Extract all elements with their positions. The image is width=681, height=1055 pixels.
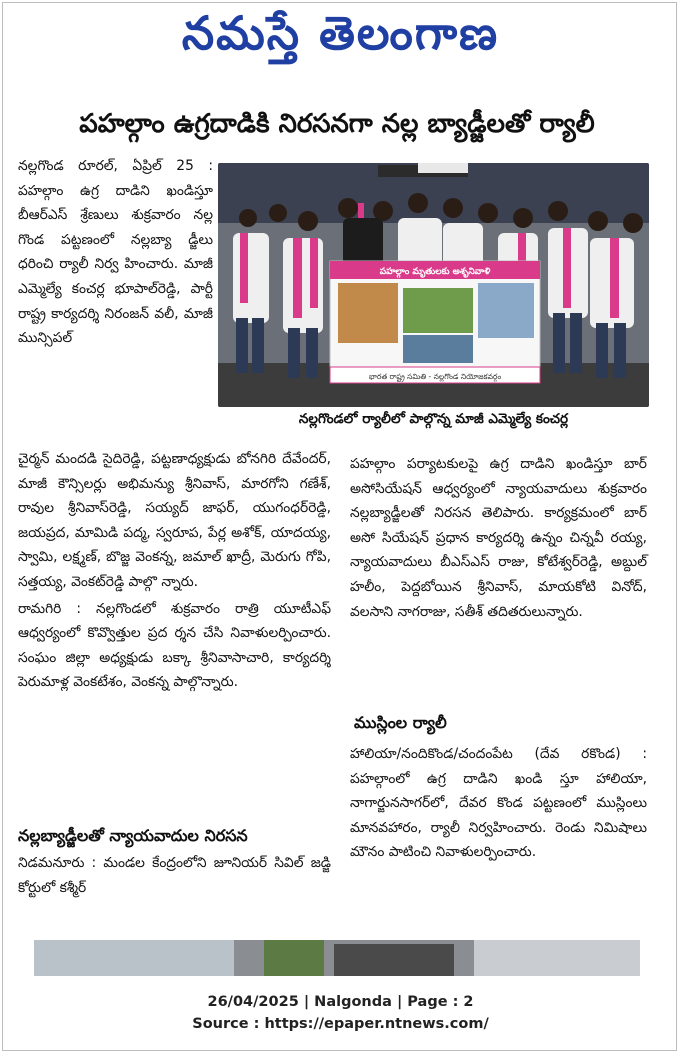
headline: పహల్గాం ఉగ్రదాడికి నిరసనగా నల్ల బ్యాడ్జీలతో ర్యాలీ xyxy=(79,109,595,139)
banner-footer: భారత రాష్ట్ర సమితి - నల్లగొండ నియోజకవర్గం xyxy=(368,372,502,381)
subhead-muslims: ముస్లింల ర్యాలీ xyxy=(354,713,447,732)
rally-photo xyxy=(218,163,649,407)
banner-title: పహల్గాం మృతులకు అశృనివాళి xyxy=(379,267,491,277)
article-paragraph-5: పహల్గాం పర్యాటకులపై ఉగ్ర దాడిని ఖండిస్తూ బార్ అసోసియేషన్ ఆధ్వర్యంలో న్యాయవాదులు శుక్రవారం నల్లబ్యాడ్జీలతో నిరసన తెలిపారు. కార్యక్రమంలో బార్ అసో సియేషన్ ప్రధాన కార్యదర్శి ఉన్నం చిన్నవీ రయ్య, న్యాయవాదులు బీఎస్‌ఎస్ రాజు, కోటేశ్వర్‌రెడ్డి, అబ్దుల్ హలీం, పెద్దబోయిన శ్రీనివాస్, మాయకోటి వినోద్, వలసాని నాగరాజు, సతీశ్ తదితరులున్నారు. xyxy=(350,456,647,620)
article-left-col-2 xyxy=(18,447,331,695)
rally-banner xyxy=(330,261,540,383)
article-left-col-1 xyxy=(18,154,213,351)
photo-caption: నల్లగొండలో ర్యాలీలో పాల్గొన్న మాజీ ఎమ్మెల్యే కంచర్ల xyxy=(298,411,569,427)
footer-source[interactable]: Source : https://epaper.ntnews.com/ xyxy=(192,1016,489,1032)
article-lawyers xyxy=(18,851,331,900)
rally-photo-art xyxy=(218,163,649,407)
article-paragraph-2: చైర్మన్ మందడి సైదిరెడ్డి, పట్టణాధ్యక్షుడు బోనగిరి దేవేందర్, మాజీ కౌన్సిలర్లు అభిమన్యు శ్రీనివాస్, మారగోని గణేశ్, రావుల శ్రీనివాస్‌రెడ్డి, సయ్యద్ జాఫర్, యుగంధర్‌రెడ్డి, జయప్రద, మామిడి పద్మ, స్వరూప, పేర్ల అశోక్, యాదయ్య, స్వామి, లక్ష్మణ్, బొజ్జ వెంకన్న, జమాల్ ఖాద్రీ, మెరుగు గోపి, సత్తయ్య, వెంకట్‌రెడ్డి పాల్గొ న్నారు. xyxy=(18,451,331,590)
article-paragraph-3: రామగిరి : నల్లగొండలో శుక్రవారం రాత్రి యూటీఎఫ్ ఆధ్వర్యంలో కొవ్వొత్తుల ప్రద ర్శన చేసి నివాళులర్పించారు. సంఘం జిల్లా అధ్యక్షుడు బక్కా శ్రీనివాసాచారి, కార్యదర్శి పెరుమాళ్ల వెంకటేశం, వెంకన్న పాల్గొన్నారు. xyxy=(18,600,331,691)
article-paragraph-1: నల్లగొండ రూరల్, ఏప్రిల్ 25 : పహల్గాం ఉగ్ర దాడిని ఖండిస్తూ బీఆర్‌ఎస్ శ్రేణులు శుక్రవారం నల్ల గొండ పట్టణంలో నల్లబ్యా డ్జీలు ధరించి ర్యాలీ నిర్వ హించారు. మాజీ ఎమ్మెల్యే కంచర్ల భూపాల్‌రెడ్డి, పార్టీ రాష్ట్ర కార్యదర్శి నిరంజన్ వలీ, మాజీ మున్సిపల్ xyxy=(18,158,213,347)
masthead: నమస్తే తెలంగాణ xyxy=(181,6,500,60)
bottom-photo-art xyxy=(34,940,640,976)
subhead-lawyers: నల్లబ్యాడ్జీలతో న్యాయవాదుల నిరసన xyxy=(18,826,248,845)
article-right-col-1 xyxy=(350,452,647,624)
bottom-photo-strip xyxy=(34,940,640,976)
article-paragraph-4: నిడమనూరు : మండల కేంద్రంలోని జూనియర్ సివిల్ జడ్జి కోర్టులో కశ్మీర్ xyxy=(18,855,331,896)
article-paragraph-6: హాలియా/నందికొండ/చందంపేట (దేవ రకొండ) : పహల్గాంలో ఉగ్ర దాడిని ఖండి స్తూ హాలియా, నాగార్జునసాగర్‌లో, దేవర కొండ పట్టణంలో ముస్లింలు మానవహారం, ర్యాలీ నిర్వహించారు. రెండు నిమిషాలు మౌనం పాటించి నివాళులర్పించారు. xyxy=(350,746,647,861)
article-right-col-2 xyxy=(350,742,647,865)
footer-date-edition: 26/04/2025 | Nalgonda | Page : 2 xyxy=(207,994,474,1010)
